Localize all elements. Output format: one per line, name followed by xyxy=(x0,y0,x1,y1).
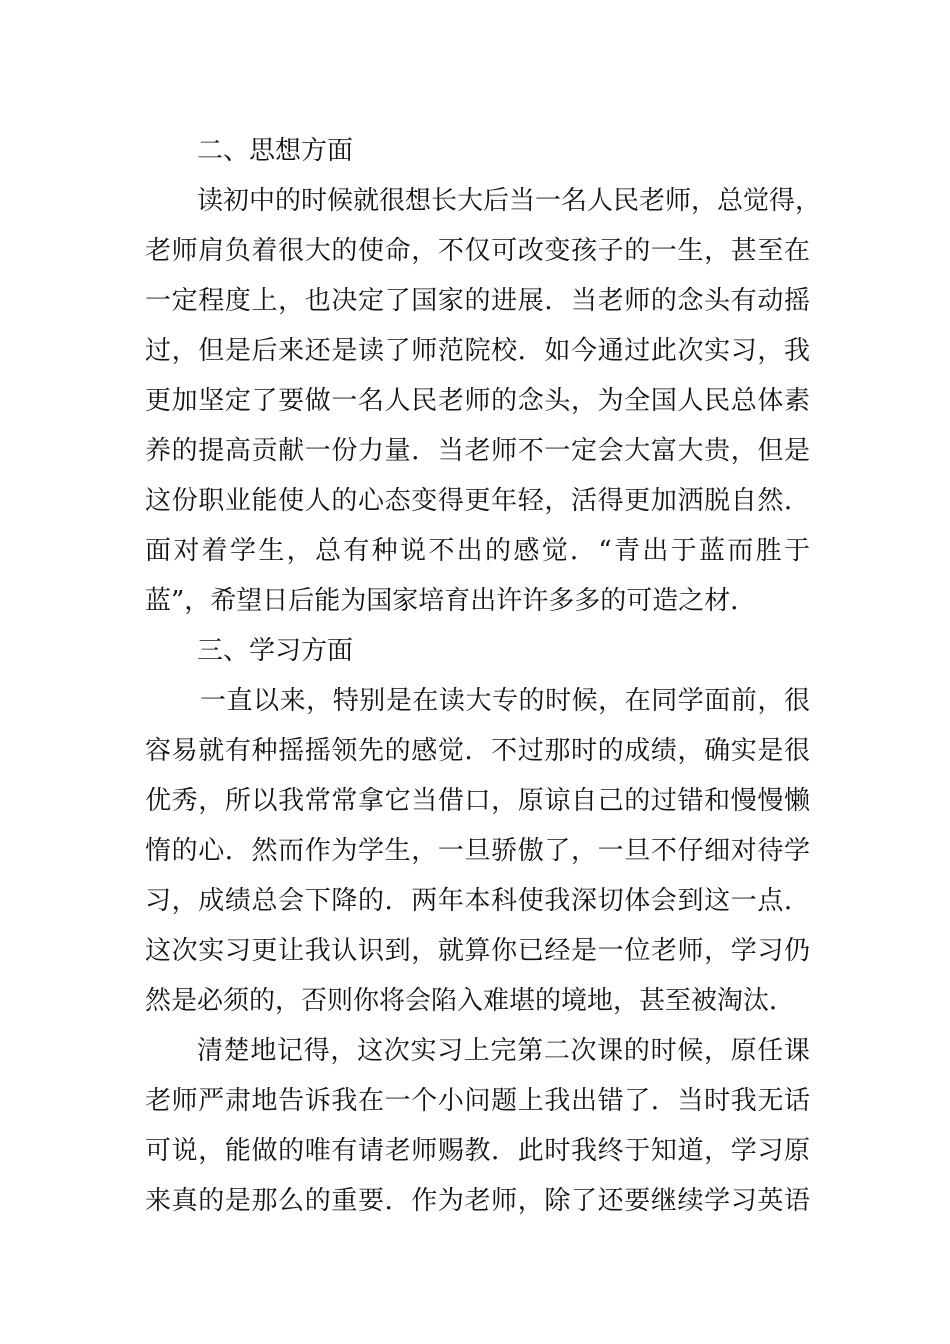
paragraph-line: 过，但是后来还是读了师范院校．如今通过此次实习，我 xyxy=(145,336,810,366)
paragraph-line: 面对着学生，总有种说不出的感觉．“青出于蓝而胜于 xyxy=(145,536,810,566)
paragraph-line: 一直以来，特别是在读大专的时候，在同学面前，很 xyxy=(200,686,810,716)
paragraph-line: 老师严肃地告诉我在一个小问题上我出错了．当时我无话 xyxy=(145,1086,810,1116)
paragraph-line: 老师肩负着很大的使命，不仅可改变孩子的一生，甚至在 xyxy=(145,236,810,266)
section-heading-thought: 二、思想方面 xyxy=(197,136,354,166)
paragraph-line: 然是必须的，否则你将会陷入难堪的境地，甚至被淘汰． xyxy=(145,986,796,1016)
paragraph-line: 来真的是那么的重要．作为老师，除了还要继续学习英语 xyxy=(145,1186,810,1216)
paragraph-line: 清楚地记得，这次实习上完第二次课的时候，原任课 xyxy=(197,1036,810,1066)
paragraph-line: 一定程度上，也决定了国家的进展．当老师的念头有动摇 xyxy=(145,286,810,316)
paragraph-line: 读初中的时候就很想长大后当一名人民老师，总觉得， xyxy=(197,186,822,216)
document-body xyxy=(145,126,822,1226)
paragraph-line: 蓝”，希望日后能为国家培育出许许多多的可造之材． xyxy=(145,586,757,616)
paragraph-line: 习，成绩总会下降的．两年本科使我深切体会到这一点． xyxy=(145,886,810,916)
paragraph-line: 惰的心．然而作为学生，一旦骄傲了，一旦不仔细对待学 xyxy=(145,836,810,866)
paragraph-line: 可说，能做的唯有请老师赐教．此时我终于知道，学习原 xyxy=(145,1136,810,1166)
paragraph-line: 更加坚定了要做一名人民老师的念头，为全国人民总体素 xyxy=(145,386,810,416)
paragraph-line: 优秀，所以我常常拿它当借口，原谅自己的过错和慢慢懒 xyxy=(145,786,810,816)
paragraph-line: 容易就有种摇摇领先的感觉．不过那时的成绩，确实是很 xyxy=(145,736,810,766)
paragraph-line: 养的提高贡献一份力量．当老师不一定会大富大贵，但是 xyxy=(145,436,810,466)
section-heading-study: 三、学习方面 xyxy=(197,636,354,666)
paragraph-line: 这份职业能使人的心态变得更年轻，活得更加洒脱自然． xyxy=(145,486,810,516)
paragraph-line: 这次实习更让我认识到，就算你已经是一位老师，学习仍 xyxy=(145,936,810,966)
